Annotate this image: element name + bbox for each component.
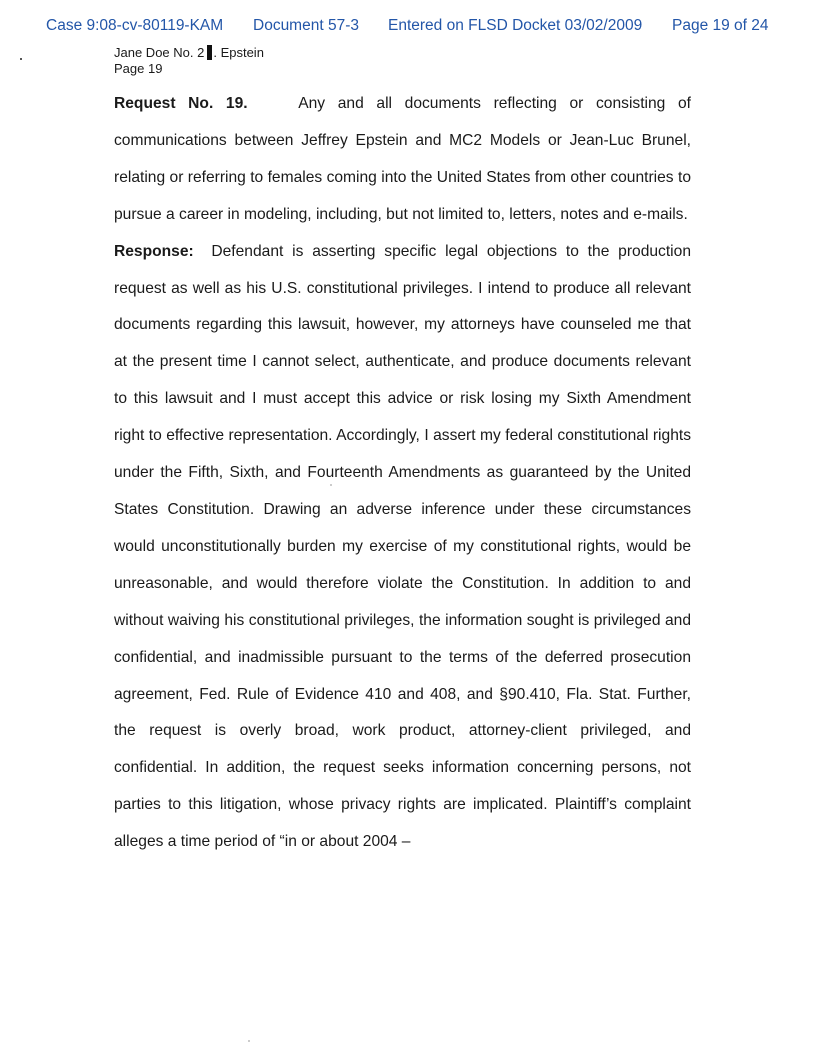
page-count: Page 19 of 24: [672, 17, 769, 34]
case-caption: [114, 45, 264, 61]
response-text: Defendant is asserting specific legal objections to the production request as well as his U.S. constitutional privileges. I intend to produce all relevant documents regarding this lawsuit, however, my attorneys have counseled me that at the present time I cannot select, authenticate, and produce documents relevant to this lawsuit and I must accept this advice or risk losing my Sixth Amendment right to effective representation. Accordingly, I assert my federal constitutional rights under the Fifth, Sixth, and Fourteenth Amendments as guaranteed by the United States Constitution. Drawing an adverse inference under these circumstances would unconstitutionally burden my exercise of my constitutional rights, would be unreasonable, and would therefore violate the Constitution. In addition to and without waiving his constitutional privileges, the information sought is privileged and confidential, and inadmissible pursuant to the terms of the deferred prosecution agreement, Fed. Rule of Evidence 410 and 408, and §90.410, Fla. Stat. Further, the request is overly broad, work product, attorney-client privileged, and confidential. In addition, the request seeks information concerning persons, not parties to this litigation, whose privacy rights are implicated. Plaintiff’s complaint alleges a time period of “in or about 2004 –: [114, 242, 691, 851]
redaction-bar: [207, 45, 212, 60]
response-paragraph: [114, 234, 691, 861]
request-text: Any and all documents reflecting or consisting of communications between Jeffrey Epstein and MC2 Models or Jean-Luc Brunel, relating or referring to females coming into the United States from other countries to pursue a career in modeling, including, but not limited to, letters, notes and e-mails.: [114, 95, 691, 223]
scan-speck: [330, 484, 332, 486]
caption-defendant: . Epstein: [213, 45, 264, 60]
page-label: Page 19: [114, 61, 163, 76]
request-label: Request No. 19.: [114, 95, 248, 112]
response-label: Response:: [114, 242, 194, 260]
scan-speck: [20, 58, 22, 60]
request-paragraph: [114, 86, 691, 234]
document-number: Document 57-3: [253, 17, 359, 34]
scan-speck: [248, 1040, 250, 1042]
running-header: [114, 45, 264, 77]
entered-date: Entered on FLSD Docket 03/02/2009: [388, 17, 643, 34]
document-body: [114, 86, 691, 861]
caption-plaintiff: Jane Doe No. 2: [114, 45, 205, 60]
case-number: Case 9:08-cv-80119-KAM: [46, 17, 224, 34]
